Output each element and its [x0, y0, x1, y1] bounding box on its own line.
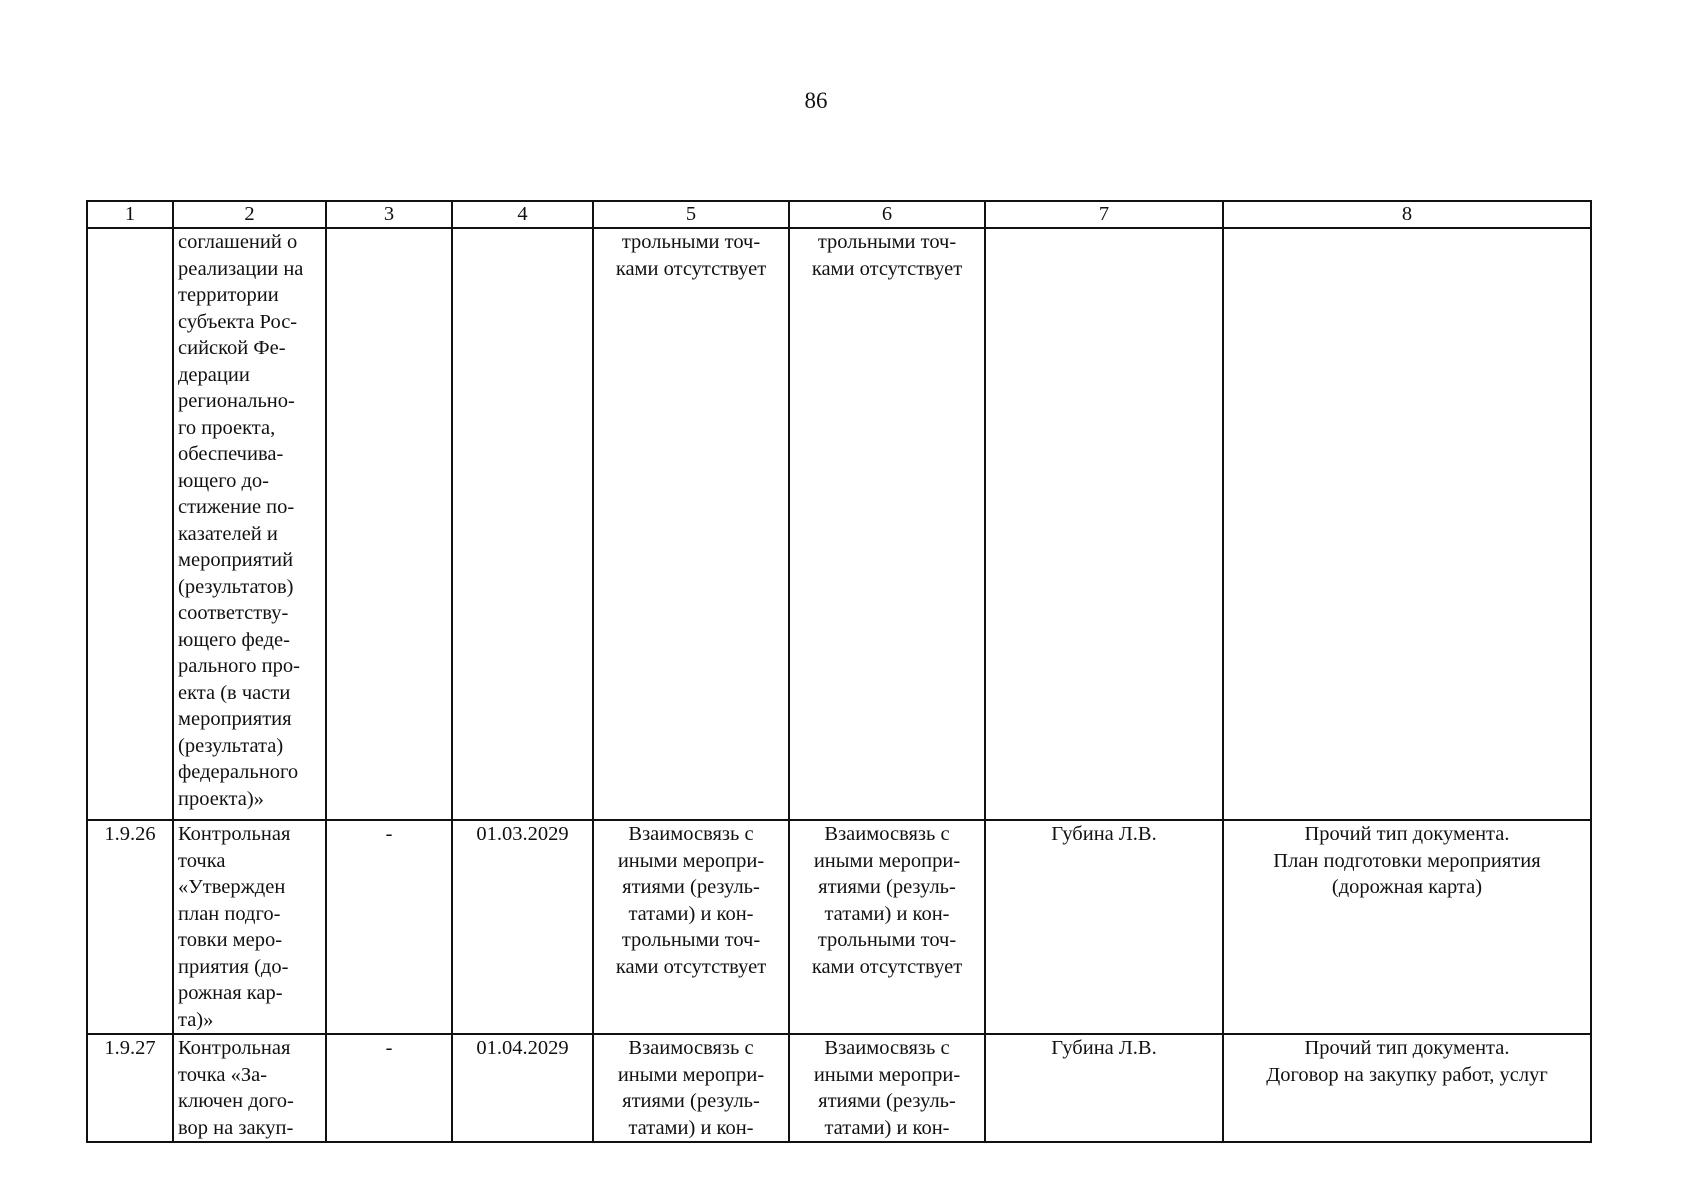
text-line: Прочий тип документа. — [1304, 823, 1510, 845]
row-title — [173, 1034, 326, 1142]
table-row — [87, 228, 1591, 820]
column-number-row — [87, 201, 1591, 228]
text-line: Взаимосвязь с — [824, 823, 950, 845]
text-line: мероприятий — [178, 549, 294, 571]
row-title — [173, 228, 326, 820]
date-cell: 01.03.2029 — [452, 820, 593, 1034]
text-line: план подго- — [178, 902, 281, 925]
text-line: ками отсутствует — [615, 955, 767, 978]
text-line: проекта)» — [178, 787, 264, 810]
text-line: иными меропри- — [617, 849, 765, 872]
text-line: ятиями (резуль- — [818, 876, 956, 898]
row-number: 1.9.27 — [87, 1034, 173, 1142]
document-cell — [1223, 228, 1591, 820]
column-header: 8 — [1223, 201, 1591, 228]
text-line: та)» — [178, 1008, 214, 1031]
column-header: 4 — [452, 201, 593, 228]
responsible-cell: Губина Л.В. — [985, 1034, 1223, 1142]
text-line: (результатов) — [178, 575, 294, 598]
relation-cell — [789, 1034, 985, 1142]
text-line: Контрольная — [178, 1037, 291, 1059]
text-line: стижение по- — [178, 496, 295, 518]
date-cell: 01.04.2029 — [452, 1034, 593, 1142]
text-line: иными меропри- — [617, 1063, 765, 1086]
text-line: ющего феде- — [178, 628, 290, 651]
responsible-cell — [985, 228, 1223, 820]
document-table — [86, 200, 1592, 1143]
text-line: трольными точ- — [621, 231, 761, 253]
text-line: трольными точ- — [621, 929, 761, 951]
text-line: федерального — [178, 761, 299, 783]
text-line: татами) и кон- — [628, 1116, 754, 1139]
relation-cell — [593, 1034, 789, 1142]
text-line: ками отсутствует — [811, 955, 963, 978]
text-line: вор на закуп- — [178, 1116, 294, 1139]
text-line: трольными точ- — [817, 231, 957, 253]
row-title — [173, 820, 326, 1034]
text-line: ками отсутствует — [811, 257, 963, 280]
text-line: татами) и кон- — [824, 902, 950, 925]
column-header: 1 — [87, 201, 173, 228]
column-header: 7 — [985, 201, 1223, 228]
text-line: ятиями (резуль- — [818, 1090, 956, 1112]
column-header: 3 — [326, 201, 452, 228]
text-line: трольными точ- — [817, 929, 957, 951]
relation-cell — [593, 820, 789, 1034]
text-line: территории — [178, 284, 279, 306]
text-line: ющего до- — [178, 469, 269, 492]
text-line: Взаимосвязь с — [628, 823, 754, 845]
text-line: «Утвержден — [178, 876, 286, 898]
document-cell — [1223, 1034, 1591, 1142]
text-line: сийской Фе- — [178, 337, 286, 359]
text-line: Контрольная — [178, 823, 291, 845]
col3-value — [326, 228, 452, 820]
text-line: казателей и — [178, 522, 278, 545]
date-cell — [452, 228, 593, 820]
text-line: соответству- — [178, 602, 289, 624]
text-line: иными меропри- — [813, 849, 961, 872]
relation-cell — [789, 228, 985, 820]
text-line: План подготовки мероприятия — [1273, 849, 1541, 872]
text-line: точка «За- — [178, 1063, 268, 1086]
responsible-cell: Губина Л.В. — [985, 820, 1223, 1034]
text-line: иными меропри- — [813, 1063, 961, 1086]
column-header: 6 — [789, 201, 985, 228]
text-line: (результата) — [178, 734, 284, 757]
table-row — [87, 820, 1591, 1034]
text-line: ключен дого- — [178, 1090, 294, 1112]
column-header: 5 — [593, 201, 789, 228]
relation-cell — [789, 820, 985, 1034]
text-line: дерации — [178, 363, 250, 386]
text-line: Взаимосвязь с — [824, 1037, 950, 1059]
col3-value: - — [326, 1034, 452, 1142]
row-number — [87, 228, 173, 820]
text-line: субъекта Рос- — [178, 310, 298, 333]
text-line: (дорожная карта) — [1331, 876, 1483, 898]
text-line: точка — [178, 849, 226, 872]
text-line: реализации на — [178, 257, 304, 280]
text-line: татами) и кон- — [824, 1116, 950, 1139]
text-line: Взаимосвязь с — [628, 1037, 754, 1059]
relation-cell — [593, 228, 789, 820]
text-line: соглашений о — [178, 231, 298, 253]
column-header: 2 — [173, 201, 326, 228]
text-line: товки меро- — [178, 929, 283, 951]
text-line: Договор на закупку работ, услуг — [1266, 1063, 1548, 1086]
text-line: приятия (до- — [178, 955, 289, 978]
page-number: 86 — [804, 88, 828, 113]
text-line: мероприятия — [178, 708, 292, 730]
text-line: обеспечива- — [178, 443, 284, 465]
text-line: го проекта, — [178, 416, 276, 439]
row-number: 1.9.26 — [87, 820, 173, 1034]
text-line: ятиями (резуль- — [622, 1090, 760, 1112]
text-line: ятиями (резуль- — [622, 876, 760, 898]
text-line: Прочий тип документа. — [1304, 1037, 1510, 1059]
table-row — [87, 1034, 1591, 1142]
document-cell — [1223, 820, 1591, 1034]
text-line: екта (в части — [178, 681, 291, 704]
col3-value: - — [326, 820, 452, 1034]
text-line: татами) и кон- — [628, 902, 754, 925]
text-line: рального про- — [178, 655, 300, 677]
text-line: рожная кар- — [178, 982, 283, 1004]
text-line: регионально- — [178, 390, 295, 412]
text-line: ками отсутствует — [615, 257, 767, 280]
